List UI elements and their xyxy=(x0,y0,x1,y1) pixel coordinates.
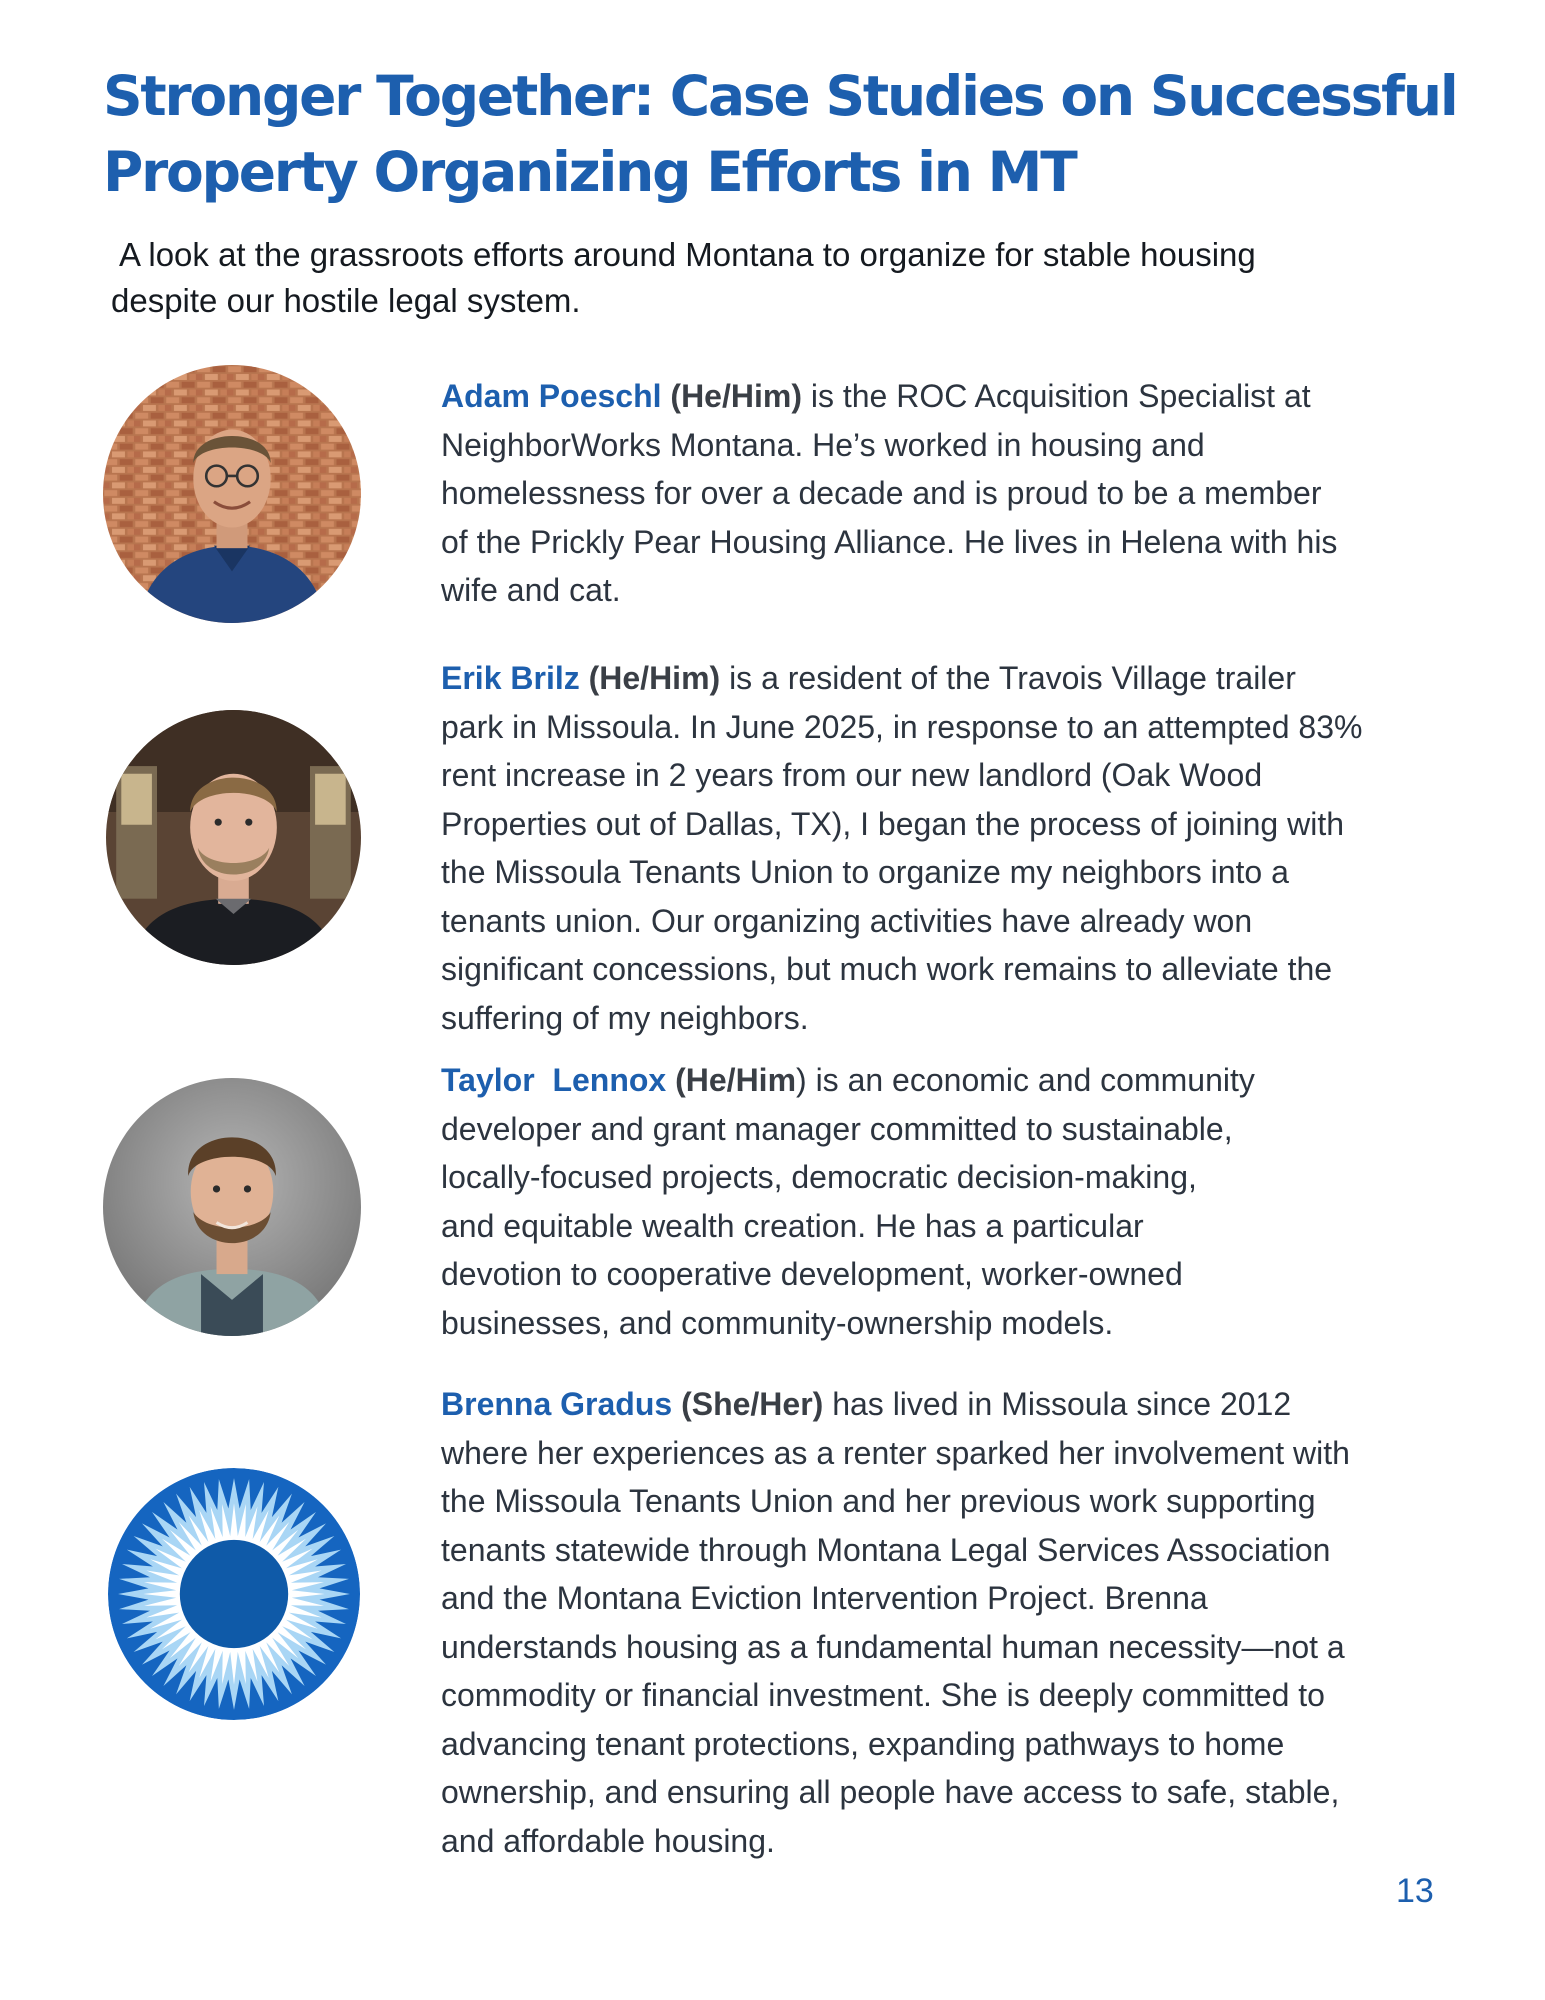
profile-text: and the Montana Eviction Intervention Project. Brenna xyxy=(441,1580,1208,1616)
page-title-line-1: Stronger Together: Case Studies on Successful xyxy=(103,64,1457,128)
sunburst-center xyxy=(180,1540,288,1648)
profile-text: ownership, and ensuring all people have access to safe, stable, xyxy=(441,1774,1340,1810)
profile-text: has lived in Missoula since 2012 xyxy=(823,1386,1292,1422)
profile-text: is the ROC Acquisition Specialist at xyxy=(801,378,1311,414)
page-title xyxy=(103,58,1503,210)
profile-taylor-lennox xyxy=(441,1056,1521,1347)
profile-text: advancing tenant protections, expanding pathways to home xyxy=(441,1725,1285,1762)
page-number: 13 xyxy=(1396,1872,1434,1910)
page-subtitle-line-2: despite our hostile legal system. xyxy=(111,282,581,319)
profile-text: tenants union. Our organizing activities have already won xyxy=(441,902,1253,939)
profile-name: Brenna Gradus xyxy=(441,1386,673,1422)
profile-name: Taylor Lennox xyxy=(441,1062,667,1098)
profile-name: Adam Poeschl xyxy=(441,378,662,414)
profile-text: locally-focused projects, democratic decision-making, xyxy=(441,1159,1197,1195)
profile-text: and affordable housing. xyxy=(441,1822,775,1859)
profile-text: and equitable wealth creation. He has a particular xyxy=(441,1207,1144,1244)
profile-text: businesses, and community-ownership models. xyxy=(441,1304,1114,1341)
adam-poeschl-photo xyxy=(103,365,361,623)
page-title-line-2: Property Organizing Efforts in MT xyxy=(103,140,1076,204)
profile-pronouns: (He/Him xyxy=(675,1062,797,1098)
profile-adam-poeschl xyxy=(441,372,1521,615)
profile-text: the Missoula Tenants Union to organize my neighbors into a xyxy=(441,854,1289,890)
profile-pronouns: (He/Him) xyxy=(670,378,802,414)
profile-text: Properties out of Dallas, TX), I began the process of joining with xyxy=(441,805,1344,842)
page-subtitle-line-1: A look at the grassroots efforts around Montana to organize for stable housing xyxy=(119,236,1256,273)
profile-text: is a resident of the Travois Village trailer xyxy=(720,660,1296,696)
profile-text: ) is an economic and community xyxy=(796,1062,1255,1098)
profile-erik-brilz xyxy=(441,654,1521,1042)
profile-text: where her experiences as a renter sparked her involvement with xyxy=(441,1434,1350,1471)
profile-text: wife and cat. xyxy=(441,572,621,608)
profile-text: developer and grant manager committed to sustainable, xyxy=(441,1110,1233,1147)
taylor-lennox-photo xyxy=(103,1078,361,1336)
page-subtitle xyxy=(111,232,1411,324)
profile-name: Erik Brilz xyxy=(441,660,580,696)
profile-text: NeighborWorks Montana. He’s worked in housing and xyxy=(441,426,1205,463)
sunburst-graphic xyxy=(108,1468,360,1720)
profile-text: commodity or financial investment. She is deeply committed to xyxy=(441,1677,1325,1713)
profile-text: suffering of my neighbors. xyxy=(441,999,809,1036)
profile-text: devotion to cooperative development, worker-owned xyxy=(441,1256,1183,1292)
erik-brilz-photo xyxy=(106,710,361,965)
profile-pronouns: (He/Him) xyxy=(588,660,721,696)
profile-text: homelessness for over a decade and is proud to be a member xyxy=(441,475,1322,511)
profile-text: significant concessions, but much work remains to alleviate the xyxy=(441,951,1333,987)
profile-text: rent increase in 2 years from our new landlord (Oak Wood xyxy=(441,757,1263,793)
profile-text: park in Missoula. In June 2025, in response to an attempted 83% xyxy=(441,708,1363,745)
profile-text: tenants statewide through Montana Legal Services Association xyxy=(441,1531,1331,1568)
profile-brenna-gradus xyxy=(441,1380,1521,1865)
profile-text: understands housing as a fundamental human necessity—not a xyxy=(441,1628,1345,1665)
profile-text: of the Prickly Pear Housing Alliance. He lives in Helena with his xyxy=(441,523,1338,560)
profile-pronouns: (She/Her) xyxy=(681,1386,824,1422)
profile-text: the Missoula Tenants Union and her previous work supporting xyxy=(441,1483,1316,1519)
